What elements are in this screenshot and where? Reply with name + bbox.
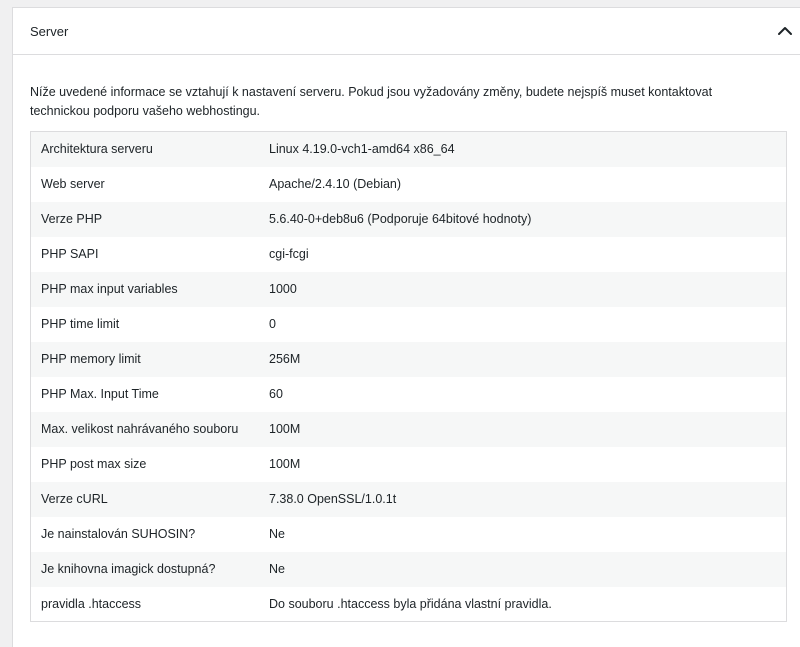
table-row [31,307,787,342]
row-value: 0 [269,317,276,331]
table-row [31,377,787,412]
row-label: Je nainstalován SUHOSIN? [41,527,196,541]
row-label: pravidla .htaccess [41,596,142,611]
row-label: PHP max input variables [41,282,178,296]
row-label: Verze cURL [41,492,108,506]
chevron-up-icon[interactable] [775,21,795,41]
table-row [31,342,787,377]
row-value: 60 [269,387,283,401]
row-value: 256M [269,352,301,366]
server-info-table [30,131,787,622]
row-label: Je knihovna imagick dostupná? [41,562,216,576]
row-label: PHP Max. Input Time [41,387,159,401]
row-label: Architektura serveru [41,142,153,157]
table-row [31,517,787,552]
row-label: PHP post max size [41,457,147,471]
section-header[interactable] [13,8,800,55]
table-row [31,447,787,482]
table-row [31,202,787,237]
row-label: PHP time limit [41,317,120,331]
table-row [31,237,787,272]
section-description: Níže uvedené informace se vztahují k nastavení serveru. Pokud jsou vyžadovány změny, budete nejspíš muset kontaktovat technickou podporu vašeho webhostingu. [30,85,713,118]
row-label: Verze PHP [41,212,103,226]
row-label: Web server [41,177,105,191]
row-value: 100M [269,422,301,436]
row-value: 5.6.40-0+deb8u6 (Podporuje 64bitové hodnoty) [269,212,532,226]
table-row [31,412,787,447]
row-value: 1000 [269,282,297,296]
row-label: PHP SAPI [41,247,99,261]
table-row [31,587,787,622]
table-row [31,482,787,517]
row-value: 100M [269,457,301,471]
section-title: Server [30,24,69,39]
row-value: Apache/2.4.10 (Debian) [269,177,402,191]
row-label: PHP memory limit [41,352,141,366]
server-info-panel [12,7,800,647]
row-value: Ne [269,527,285,541]
table-row [31,272,787,307]
row-value: Ne [269,562,285,576]
row-label: Max. velikost nahrávaného souboru [41,422,239,436]
row-value: Linux 4.19.0-vch1-amd64 x86_64 [269,142,455,157]
row-value: cgi-fcgi [269,247,309,261]
row-value: Do souboru .htaccess byla přidána vlastní pravidla. [269,596,552,611]
row-value: 7.38.0 OpenSSL/1.0.1t [269,492,397,506]
table-row [31,167,787,202]
table-row [31,552,787,587]
table-row [31,132,787,167]
